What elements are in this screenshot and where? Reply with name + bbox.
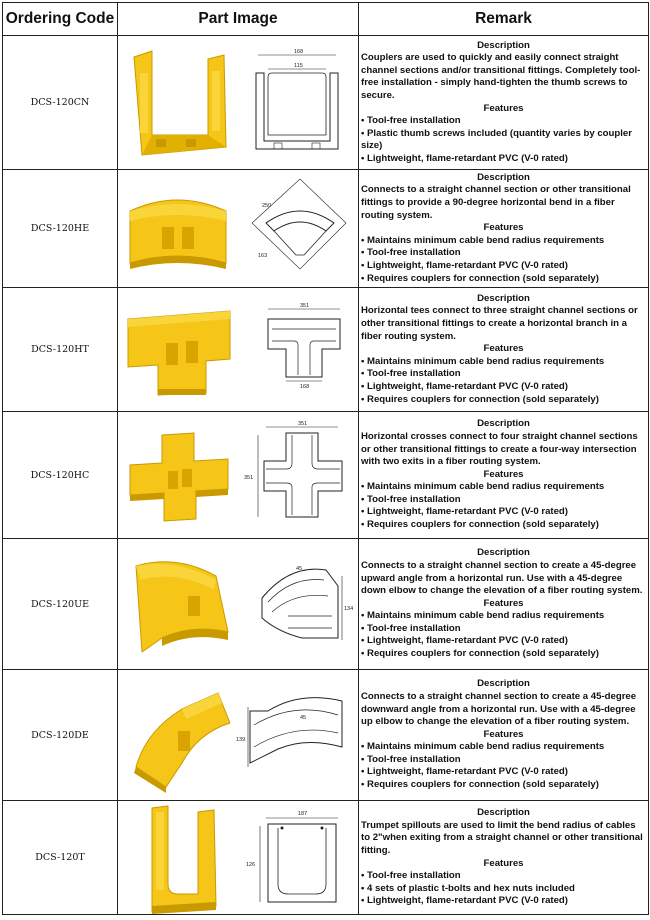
ordering-code: DCS-120HC [3,412,118,539]
feature-item: • Lightweight, flame-retardant PVC (V-0 rated) [361,506,568,518]
description-text: Couplers are used to quickly and easily connect straight channel sections and/or transitional fittings. Completely tool-free installation - simply hand-tighten the thumb screws to secure. [361,52,641,101]
trumpet-spillout-part-icon [122,802,237,914]
table-row [3,670,649,801]
remark-cell [359,288,649,412]
remark-cell [359,170,649,288]
header-remark: Remark [359,3,649,36]
horizontal-elbow-drawing-icon [238,171,353,287]
part-image-cell [118,170,359,288]
description-heading: Description [477,807,530,819]
feature-item: • Tool-free installation [361,753,461,765]
features-heading: Features [483,343,524,355]
remark-cell [359,36,649,170]
upward-elbow-part-icon [122,540,237,669]
ordering-code: DCS-120CN [3,36,118,170]
features-heading: Features [483,597,524,609]
part-image-cell [118,670,359,801]
feature-item: • Tool-free installation [361,493,461,505]
description-text: Horizontal tees connect to three straight channel sections or other transitional fittings to create a horizontal branch in a fiber routing system. [361,305,638,342]
coupler-drawing-icon [238,37,353,169]
feature-item: • Maintains minimum cable bend radius requirements [361,610,605,622]
upward-elbow-drawing-icon [238,540,353,669]
dim-label: 187 [298,810,308,817]
description-heading: Description [477,678,530,690]
dim-label: 168 [300,383,310,390]
dim-label: 351 [298,420,308,427]
ordering-code: DCS-120DE [3,670,118,801]
description-heading: Description [477,171,530,183]
feature-item: • Plastic thumb screws included (quantity varies by coupler size) [361,127,632,152]
description-heading: Description [477,547,530,559]
feature-item: • Maintains minimum cable bend radius requirements [361,355,605,367]
ordering-code: DCS-120UE [3,539,118,670]
table-row [3,36,649,170]
feature-item: • Requires couplers for connection (sold separately) [361,648,599,660]
dim-label: 351 [244,474,254,481]
dim-label: 126 [246,861,256,868]
table-row [3,801,649,915]
features-heading: Features [483,468,524,480]
feature-item: • Lightweight, flame-retardant PVC (V-0 rated) [361,380,568,392]
features-heading: Features [483,102,524,114]
feature-item: • Requires couplers for connection (sold separately) [361,272,599,284]
feature-item: • Tool-free installation [361,247,461,259]
downward-elbow-drawing-icon [238,671,353,800]
feature-item: • Tool-free installation [361,115,461,127]
header-row [3,3,649,36]
part-image-cell [118,801,359,915]
dim-label: 115 [294,62,303,69]
dim-label: 250 [262,202,272,209]
description-text: Trumpet spillouts are used to limit the bend radius of cables to 2"when exiting from a straight channel or other transitional fitting. [361,819,643,856]
dim-label: 168 [294,48,304,55]
feature-item: • Requires couplers for connection (sold separately) [361,519,599,531]
part-image-cell [118,412,359,539]
features-heading: Features [483,728,524,740]
horizontal-elbow-part-icon [122,171,237,287]
ordering-code: DCS-120HE [3,170,118,288]
remark-cell [359,412,649,539]
table-row [3,288,649,412]
feature-item: • Lightweight, flame-retardant PVC (V-0 rated) [361,635,568,647]
description-heading: Description [477,39,530,51]
feature-item: • Maintains minimum cable bend radius requirements [361,481,605,493]
feature-item: • Maintains minimum cable bend radius requirements [361,741,605,753]
features-heading: Features [483,857,524,869]
description-text: Horizontal crosses connect to four straight channel sections or other transitional fittings to create a four-way intersection with two exits in a fiber routing system. [361,430,638,468]
description-text: Connects to a straight channel section or other transitional fittings to provide a 90-degree horizontal bend in a fiber routing system. [361,184,631,221]
feature-item: • Maintains minimum cable bend radius requirements [361,234,605,246]
remark-cell [359,670,649,801]
header-part-image: Part Image [118,3,359,36]
table-row [3,170,649,288]
feature-item: • Tool-free installation [361,870,461,882]
remark-cell [359,539,649,670]
feature-item: • Requires couplers for connection (sold separately) [361,779,599,791]
dim-label: 163 [258,252,268,259]
horizontal-cross-part-icon [122,413,237,538]
ordering-code: DCS-120HT [3,288,118,412]
description-text: Connects to a straight channel section to create a 45-degree downward angle from a horizontal run. Use with a 45-degree up elbow to change the elevation of a fiber routing system. [361,690,637,728]
horizontal-cross-drawing-icon [238,413,353,538]
description-text: Connects to a straight channel section to create a 45-degree upward angle from a horizontal run. Use with a 45-degree down elbow to change the elevation of a fiber routing system. [361,559,643,597]
table-row [3,539,649,670]
dim-label: 45 [296,565,303,572]
downward-elbow-part-icon [122,671,237,800]
horizontal-tee-part-icon [122,289,237,411]
feature-item: • Lightweight, flame-retardant PVC (V-0 rated) [361,766,568,778]
trumpet-spillout-drawing-icon [238,802,353,914]
feature-item: • Tool-free installation [361,622,461,634]
feature-item: • Lightweight, flame-retardant PVC (V-0 rated) [361,895,568,907]
feature-item: • 4 sets of plastic t-bolts and hex nuts included [361,882,575,894]
remark-cell [359,801,649,915]
ordering-code: DCS-120T [3,801,118,915]
feature-item: • Lightweight, flame-retardant PVC (V-0 rated) [361,152,568,164]
description-heading: Description [477,292,530,304]
feature-item: • Requires couplers for connection (sold separately) [361,393,599,405]
features-heading: Features [483,222,524,234]
coupler-part-icon [122,37,232,169]
header-ordering-code: Ordering Code [3,3,118,36]
part-image-cell [118,288,359,412]
horizontal-tee-drawing-icon [238,289,353,411]
feature-item: • Tool-free installation [361,368,461,380]
ordering-table [2,2,649,915]
part-image-cell [118,539,359,670]
description-heading: Description [477,418,530,430]
table-row [3,412,649,539]
dim-label: 134 [344,605,354,612]
feature-item: • Lightweight, flame-retardant PVC (V-0 rated) [361,259,568,271]
dim-label: 45 [300,714,307,721]
dim-label: 351 [300,302,310,309]
part-image-cell [118,36,359,170]
dim-label: 139 [236,736,246,743]
